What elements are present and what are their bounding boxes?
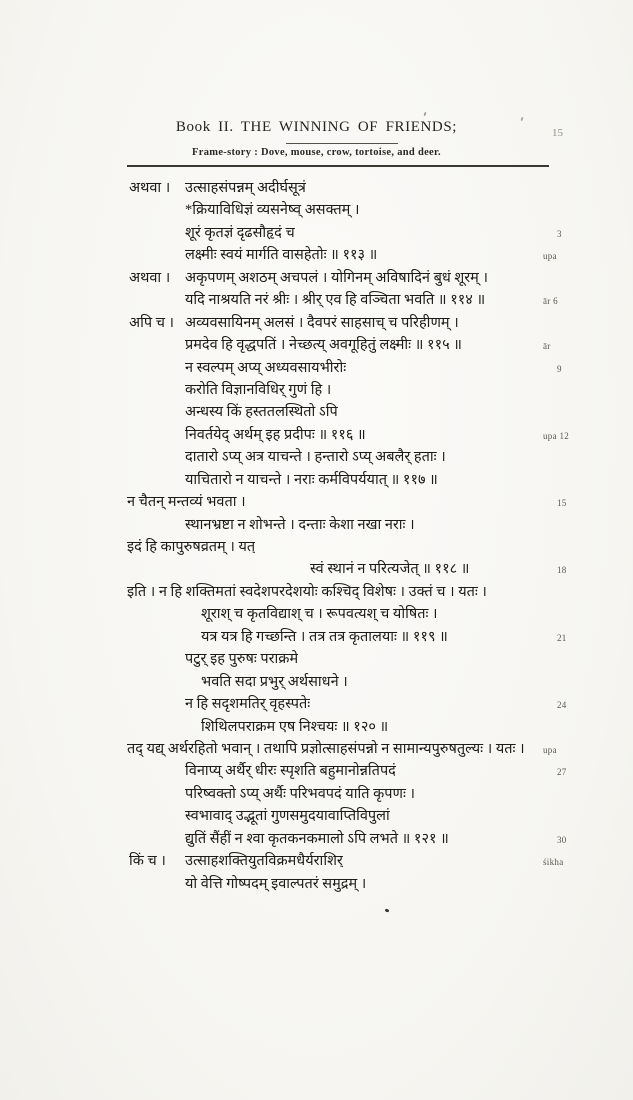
text-line <box>127 648 605 670</box>
margin-meter-note: upa <box>543 744 557 755</box>
verse-line-text: इति । न हि शक्तिमतां स्वदेशपरदेशयोः कश्चिद् विशेषः । उक्तं च । यतः । <box>127 583 487 600</box>
verse-line-text: यो वेत्ति गोष्पदम् इवाल्पतरं समुद्रम् । <box>185 875 367 892</box>
scan-speck <box>423 112 426 116</box>
page-header-title: Book II. THE WINNING OF FRIENDS; <box>175 119 458 135</box>
verse-line-text: उत्साहशक्तियुतविक्रमधैर्यराशिर् <box>185 853 343 870</box>
verse-line-text: स्वं स्थानं न परित्यजेत् ॥ ११८ ॥ <box>310 561 470 578</box>
margin-meter-note: upa <box>543 251 557 262</box>
verse-line-text: शूराश् च कृतविद्याश् च । रूपवत्यश् च योषितः । <box>201 606 438 623</box>
verse-intro-label: अथवा । <box>129 269 171 286</box>
verse-line-text: न स्वल्पम् अप्य् अध्यवसायभीरोः <box>185 359 347 376</box>
verse-intro-label: अथवा । <box>129 180 171 196</box>
verse-intro-label: किं च । <box>129 853 166 870</box>
scan-speck <box>385 908 390 912</box>
verse-line-text: अव्यवसायिनम् अलसं । दैवपरं साहसाच् च परिहीणम् । <box>185 314 459 331</box>
text-line <box>127 828 605 850</box>
margin-meter-note: 30 <box>557 834 567 845</box>
text-line <box>127 446 605 468</box>
verse-line-text: याचितारो न याचन्ते । नराः कर्मविपर्ययात् ॥ ११७ ॥ <box>185 471 438 488</box>
verse-line-text: पटुर् इह पुरुषः पराक्रमे <box>185 651 299 668</box>
verse-line-text: न हि सदृशमतिर् वृहस्पतेः <box>185 696 311 713</box>
header-divider-rule <box>127 165 549 167</box>
verse-line-text: अन्धस्य किं हस्ततलस्थितो ऽपि <box>185 404 338 421</box>
margin-meter-note: 24 <box>557 700 567 711</box>
frame-story-subtitle: Frame-story : Dove, mouse, crow, tortoise, and deer. <box>192 147 441 158</box>
verse-line-text: शिथिलपराक्रम एष निश्चयः ॥ १२० ॥ <box>201 718 389 735</box>
text-line <box>127 850 605 872</box>
verse-line-text: निवर्तयेद् अर्थम् इह प्रदीपः ॥ ११६ ॥ <box>185 426 366 443</box>
text-line <box>127 558 605 580</box>
verse-line-text: शूरं कृतज्ञं दृढसौहृदं च <box>185 224 295 241</box>
text-line <box>127 514 605 536</box>
verse-line-text: स्थानभ्रष्टा न शोभन्ते । दन्ताः केशा नखा नराः । <box>185 516 415 533</box>
text-line <box>127 716 605 738</box>
text-line <box>127 177 605 199</box>
verse-line-text: अकृपणम् अशठम् अचपलं । योगिनम् अविषादिनं बुधं शूरम् । <box>185 269 488 286</box>
title-divider-rule <box>286 143 398 144</box>
verse-line-text: द्युतिं सैंहीं न श्वा कृतकनकमालो ऽपि लभते ॥ १२१ ॥ <box>185 830 449 847</box>
text-line <box>127 357 605 379</box>
text-line <box>127 334 605 356</box>
text-line <box>127 289 605 311</box>
verse-line-text: भवति सदा प्रभुर् अर्थसाधने । <box>201 673 348 690</box>
verse-line-text: स्वभावाद् उद्भूतां गुणसमुदयावाप्तिविपुलां <box>185 808 390 825</box>
margin-meter-note: śikha <box>543 857 564 868</box>
text-line <box>127 603 605 625</box>
verse-line-text: तद् यद्य् अर्थरहितो भवान् । तथापि प्रज्ञोत्साहसंपन्नो न सामान्यपुरुषतुल्यः । यतः । <box>127 740 525 757</box>
text-line <box>127 693 605 715</box>
verse-line-text: यदि नाश्रयति नरं श्रीः । श्रीर् एव हि वञ्चिता भवति ॥ ११४ ॥ <box>185 292 486 309</box>
verse-text-block <box>127 177 605 895</box>
text-line <box>127 199 605 221</box>
text-line <box>127 401 605 423</box>
text-line <box>127 267 605 289</box>
margin-meter-note: ār 6 <box>543 296 558 307</box>
margin-meter-note: ār <box>543 341 551 352</box>
text-line <box>127 379 605 401</box>
text-line <box>127 491 605 513</box>
text-line <box>127 805 605 827</box>
verse-line-text: लक्ष्मीः स्वयं मार्गति वासहेतोः ॥ ११३ ॥ <box>185 247 378 264</box>
verse-line-text: यत्र यत्र हि गच्छन्ति । तत्र तत्र कृतालयाः ॥ ११९ ॥ <box>201 628 448 645</box>
verse-line-text: न चैतन् मन्तव्यं भवता । <box>127 494 246 511</box>
text-line <box>127 222 605 244</box>
verse-line-text: इदं हि कापुरुषव्रतम् । यत् <box>127 539 256 555</box>
text-line <box>127 424 605 446</box>
margin-meter-note: 27 <box>557 767 567 778</box>
text-line <box>127 244 605 266</box>
text-line <box>127 738 605 760</box>
margin-meter-note: 21 <box>557 632 567 643</box>
text-line <box>127 760 605 782</box>
text-line <box>127 312 605 334</box>
verse-line-text: परिष्वक्तो ऽप्य् अर्थैः परिभवपदं याति कृपणः । <box>185 785 416 802</box>
verse-line-text: उत्साहसंपन्नम् अदीर्घसूत्रं <box>185 180 306 196</box>
text-line <box>127 873 605 895</box>
margin-meter-note: upa 12 <box>543 430 570 441</box>
verse-line-text: दातारो ऽप्य् अत्र याचन्ते । हन्तारो ऽप्य् अबलैर् हताः । <box>185 449 446 466</box>
margin-meter-note: 15 <box>557 498 567 509</box>
verse-line-text: प्रमदेव हि वृद्धपतिं । नेच्छत्य् अवगूहितुं लक्ष्मीः ॥ ११५ ॥ <box>185 337 462 354</box>
text-line <box>127 671 605 693</box>
margin-meter-note: 3 <box>557 228 562 239</box>
margin-meter-note: 9 <box>557 363 562 374</box>
text-line <box>127 469 605 491</box>
text-line <box>127 626 605 648</box>
text-line <box>127 536 605 558</box>
verse-line-text: विनाप्य् अर्थैर् धीरः स्पृशति बहुमानोन्नतिपदं <box>185 763 396 780</box>
verse-line-text: करोति विज्ञानविधिर् गुणं हि । <box>185 381 332 398</box>
text-line <box>127 783 605 805</box>
page-number: 15 <box>552 127 563 139</box>
text-line <box>127 581 605 603</box>
verse-intro-label: अपि च । <box>129 314 175 331</box>
verse-line-text: *क्रियाविधिज्ञं व्यसनेष्व् असक्तम् । <box>185 202 360 219</box>
margin-meter-note: 18 <box>557 565 567 576</box>
